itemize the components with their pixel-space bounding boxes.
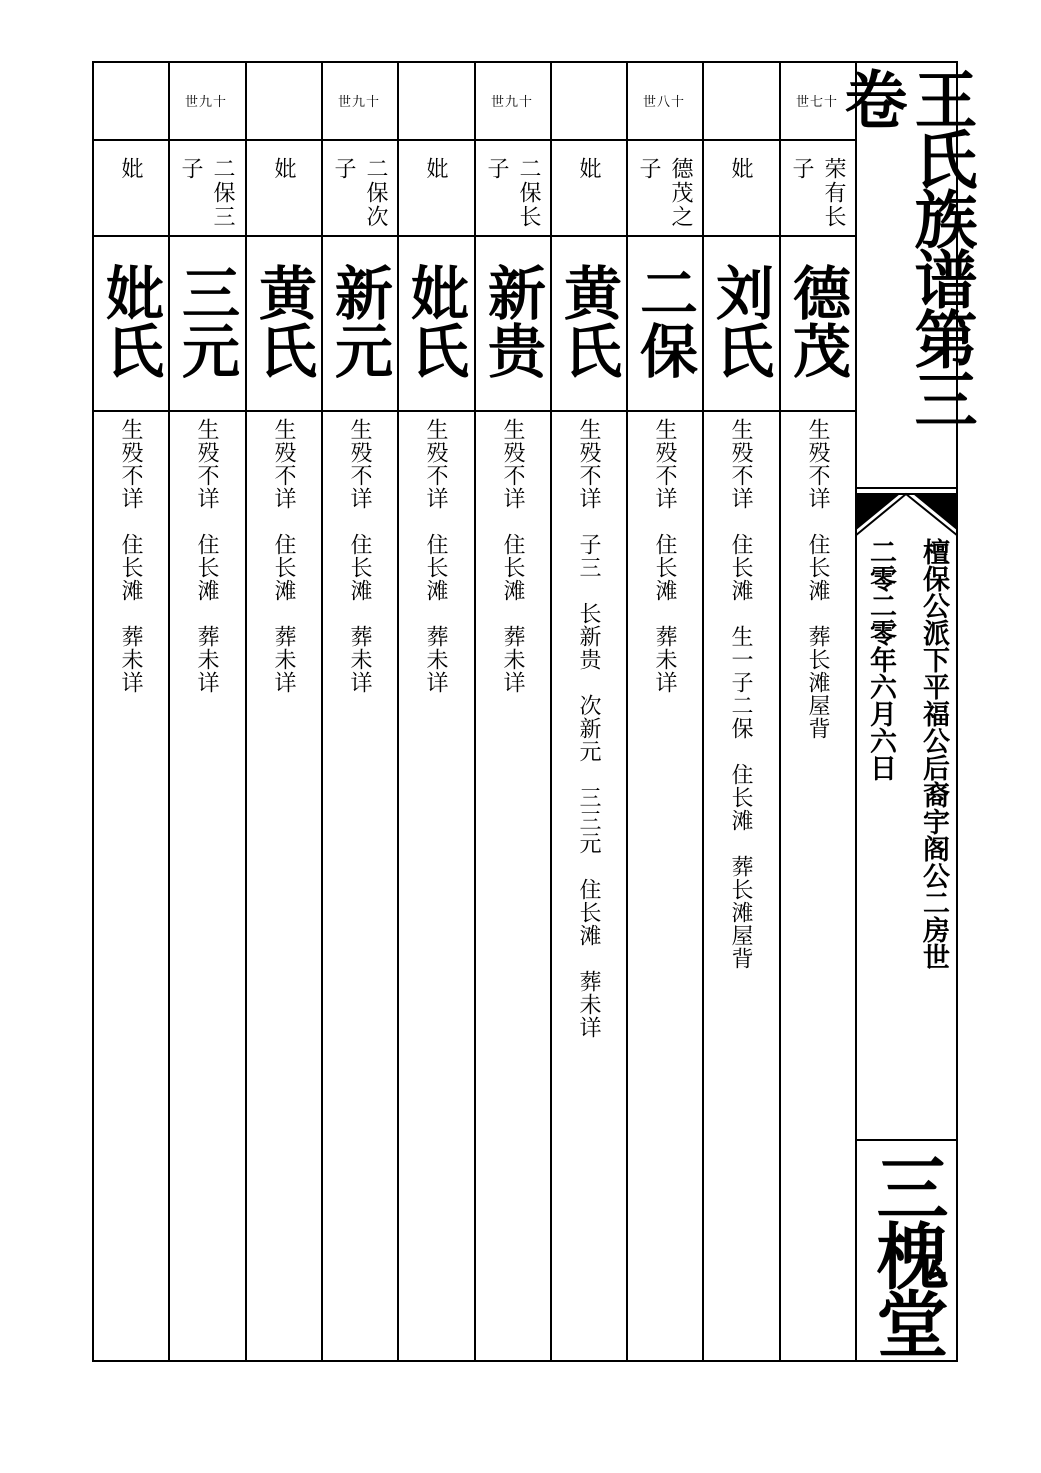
generation-label	[702, 61, 778, 139]
column-divider	[855, 61, 857, 1362]
generation-label	[321, 61, 397, 139]
subtitle-area	[855, 486, 958, 1141]
person-name	[92, 237, 168, 410]
person-detail-text: 生殁不详 住长滩 葬长滩屋背	[805, 418, 830, 740]
person-detail-text: 生殁不详 住长滩 葬未详	[500, 418, 525, 694]
lineage-subtitle: 檀保公派下平福公后裔宇阁公二房世	[918, 538, 949, 970]
person-detail-text: 生殁不详 住长滩 葬未详	[118, 418, 143, 694]
generation-label-text: 世九十	[490, 94, 533, 110]
person-name-text: 德茂	[783, 263, 851, 379]
generation-label	[779, 61, 855, 139]
person-detail	[474, 412, 550, 1473]
person-name	[474, 237, 550, 410]
book-title: 王氏族谱第三卷	[834, 67, 979, 427]
relation-label-text: 妣	[271, 157, 296, 181]
relation-label-text: 二保三子	[178, 157, 235, 229]
title-column	[834, 61, 979, 1362]
person-detail-text: 生殁不详 住长滩 葬未详	[194, 418, 219, 694]
person-detail	[92, 412, 168, 1473]
generation-label	[168, 61, 244, 139]
generation-label	[626, 61, 702, 139]
person-detail	[321, 412, 397, 1473]
person-detail	[626, 412, 702, 1473]
relation-label	[92, 141, 168, 235]
person-name-text: 二保	[630, 263, 698, 379]
person-name	[626, 237, 702, 410]
person-name-text: 新贵	[478, 263, 546, 379]
generation-label	[245, 61, 321, 139]
generation-label	[92, 61, 168, 139]
generation-label	[550, 61, 626, 139]
person-name-text: 三元	[172, 263, 240, 379]
person-detail	[779, 412, 855, 1473]
person-detail-text: 生殁不详 住长滩 葬未详	[271, 418, 296, 694]
person-detail	[397, 412, 473, 1473]
person-name	[245, 237, 321, 410]
relation-label	[397, 141, 473, 235]
relation-label-text: 妣	[118, 157, 143, 181]
person-detail	[245, 412, 321, 1473]
relation-label-text: 二保次子	[331, 157, 388, 229]
hall-name: 三槐堂	[864, 1151, 950, 1355]
generation-label-text: 世七十	[795, 94, 838, 110]
generation-label	[474, 61, 550, 139]
generation-label-text: 世九十	[337, 94, 380, 110]
generation-label	[397, 61, 473, 139]
person-detail-text: 生殁不详 住长滩 葬未详	[347, 418, 372, 694]
relation-label-text: 妣	[423, 157, 448, 181]
relation-label	[779, 141, 855, 235]
person-name-text: 妣氏	[96, 263, 164, 379]
person-detail-text: 生殁不详 住长滩 葬未详	[423, 418, 448, 694]
person-name	[702, 237, 778, 410]
relation-label-text: 妣	[728, 157, 753, 181]
person-detail-text: 生殁不详 住长滩 生一子二保 住长滩 葬长滩屋背	[728, 418, 753, 970]
person-name	[397, 237, 473, 410]
generation-label-text: 世八十	[642, 94, 685, 110]
person-name	[779, 237, 855, 410]
person-name-text: 新元	[325, 263, 393, 379]
relation-label	[550, 141, 626, 235]
relation-label-text: 妣	[576, 157, 601, 181]
person-name-text: 妣氏	[401, 263, 469, 379]
relation-label	[474, 141, 550, 235]
relation-label-text: 德茂之子	[636, 157, 693, 229]
relation-label	[321, 141, 397, 235]
person-detail-text: 生殁不详 住长滩 葬未详	[652, 418, 677, 694]
relation-label	[626, 141, 702, 235]
compile-date: 二零二零年六月六日	[865, 538, 896, 781]
generation-label-text: 世九十	[184, 94, 227, 110]
person-name-text: 黄氏	[554, 263, 622, 379]
relation-label	[168, 141, 244, 235]
person-detail-text: 生殁不详 子三 长新贵 次新元 三三元 住长滩 葬未详	[576, 418, 601, 1039]
relation-label-text: 二保长子	[484, 157, 541, 229]
person-name	[550, 237, 626, 410]
person-detail	[702, 412, 778, 1473]
relation-label	[702, 141, 778, 235]
person-name	[321, 237, 397, 410]
person-name-text: 黄氏	[249, 263, 317, 379]
relation-label-text: 荣有长子	[789, 157, 846, 229]
person-detail	[550, 412, 626, 1473]
person-detail	[168, 412, 244, 1473]
person-name-text: 刘氏	[706, 263, 774, 379]
relation-label	[245, 141, 321, 235]
person-name	[168, 237, 244, 410]
